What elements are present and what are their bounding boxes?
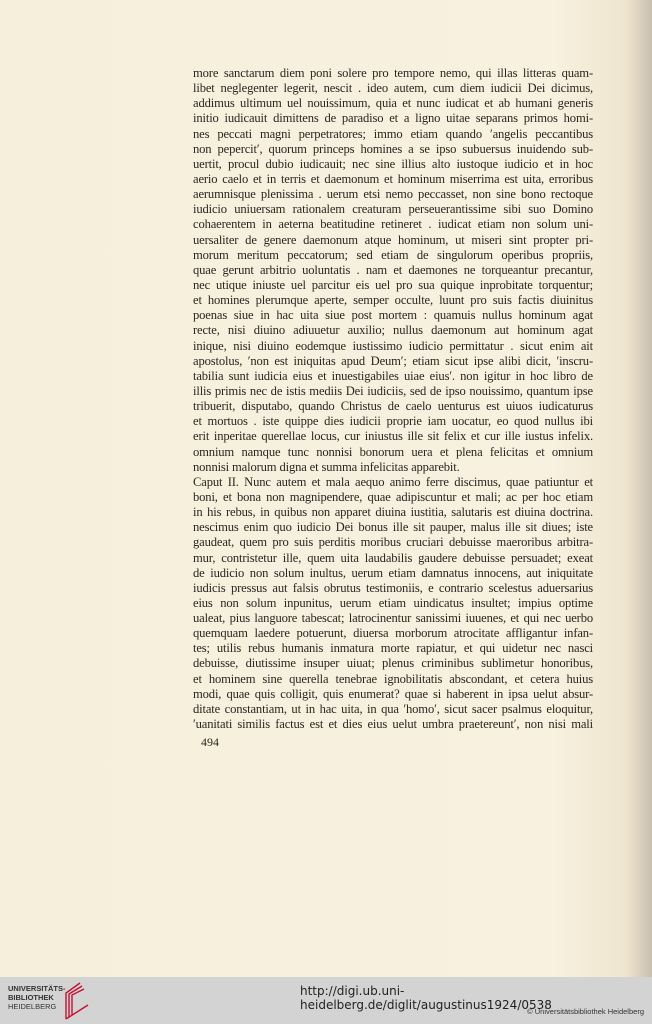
text-line: boni, et bona non magnipendere, quae adipiscuntur et mali; ac per hoc etiam: [193, 489, 593, 504]
text-line: modi, quae quis colligit, quis enumerat? quae si haberent in ipsa uelut absur-: [193, 686, 593, 701]
copyright-notice: © Universitätsbibliothek Heidelberg: [527, 1007, 644, 1016]
text-line: morum meritum peccatorum; sed etiam de singulorum operibus propriis,: [193, 247, 593, 262]
text-line: quae gerunt arbitrio uoluntatis . nam et daemones ne torqueantur precantur,: [193, 262, 593, 277]
text-line: nec utique iniuste uel parcitur eis uel pro sua quique inprobitate torquentur;: [193, 277, 593, 292]
text-line: libet neglegenter legerit, nescit . ideo autem, cum diem iudicii Dei dicimus,: [193, 81, 593, 96]
text-line: inique, nisi diuino eodemque iustissimo iudicio permittatur . sicut enim ait: [193, 338, 593, 353]
text-line: eius non solum inpunitus, uerum etiam uindicatus insultet; impius optime: [193, 595, 593, 610]
text-line: apostolus, ʹnon est iniquitas apud Deumʹ; etiam sicut ipse alibi dicit, ʹinscru-: [193, 353, 593, 368]
text-line: tes; utilis rebus humanis inmatura morte rapiatur, et qui uidetur nec nasci: [193, 641, 593, 656]
text-line: omnium namque tunc nonnisi bonorum uera et plena felicitas et omnium: [193, 444, 593, 459]
text-line: et hominem sine querella tenebrae ignobilitatis abscondant, et cetera huius: [193, 671, 593, 686]
text-line: more sanctarum diem poni solere pro tempore nemo, qui illas litteras quam-: [193, 66, 593, 80]
text-line: ualeat, pius languore tabescat; latrocinentur sanissimi iuuenes, et qui nec uerbo: [193, 611, 593, 626]
page-number: 494: [201, 735, 219, 749]
text-line: iudicis pressus aut falsis obrutus testimoniis, e contrario scelestus aduersarius: [193, 580, 593, 595]
text-line: addimus ultimum uel nouissimum, quia et nunc iudicat et ab humani generis: [193, 96, 593, 111]
library-logo-text: [8, 984, 66, 1011]
logo-line: UNIVERSITÄTS-: [8, 984, 66, 993]
text-line: aerio caelo et in terris et daemonum et hominum miserrima est uita, erroribus: [193, 171, 593, 186]
page-url-link[interactable]: http://digi.ub.uni-heidelberg.de/diglit/augustinus1924/0538: [300, 984, 552, 1012]
text-line: tabilia sunt iudicia eius et inuestigabiles uiae eiusʹ. non igitur in hoc libro de: [193, 368, 593, 383]
text-line: de iudicio non solum inultus, uerum etiam damnatus innocens, aut iniquitate: [193, 565, 593, 580]
text-line: quemquam laedere potuerunt, diuersa morborum atrocitate affligantur infan-: [193, 626, 593, 641]
text-line: ditate constantiam, ut in hac uita, in qua ʹhomoʹ, sicut sacer psalmus eloquitur,: [193, 701, 593, 716]
text-line: Caput II. Nunc autem et mala aequo animo ferre discimus, quae patiuntur et: [193, 474, 593, 489]
text-line: debuisse, diutissime insuper uiuat; plenus criminibus sublimetur honoribus,: [193, 656, 593, 671]
text-line: illis primis nec de istis mediis Dei iudiciis, sed de ipso nouissimo, quantum ipse: [193, 383, 593, 398]
text-line: erit inperitae querellae locus, cur iniustus ille sit felix et cur ille iustus infelix.: [193, 429, 593, 444]
text-line: poenas siue in hac uita siue post mortem : quamuis nullus hominum agat: [193, 308, 593, 323]
logo-line: BIBLIOTHEK: [8, 993, 54, 1002]
text-line: uertit, procul dubio iudicauit; nec sine illius alto iustoque iudicio et in hoc: [193, 156, 593, 171]
logo-line: HEIDELBERG: [8, 1002, 57, 1011]
text-line: tribuerit, disputabo, quando Christus de caelo uenturus est uiuos iudicaturus: [193, 399, 593, 414]
text-line: uersaliter de genere daemonum atque hominum, ut miseri sint propter pri-: [193, 232, 593, 247]
footer: [0, 977, 652, 1024]
text-line: nonnisi malorum digna et summa infelicitas apparebit.: [193, 459, 460, 474]
text-line: et mortuos . iste quippe dies iudicii proprie iam uocatur, eo quod nullus ibi: [193, 414, 593, 429]
text-line: initio iudicauit dimittens de paradiso et a ligno uitae separans primos homi-: [193, 111, 593, 126]
text-line: mur, contristetur ille, quem uita laudabilis gaudere debuisse persuadet; exeat: [193, 550, 593, 565]
text-line: ʹuanitati similis factus est et dies eius uelut umbra praetereuntʹ, non nisi mali: [193, 717, 593, 732]
text-line: gaudeat, quem pro suis perditis moribus cruciari debuisse maeroribus arbitra-: [193, 535, 593, 550]
text-line: recte, nisi diuino adiuuetur auxilio; nullus daemonum aut hominum agat: [193, 323, 593, 338]
text-line: iudicio uniuersam rationalem creaturam perseuerantissime sibi suo Domino: [193, 202, 593, 217]
text-line: nescimus enim quo iudicio Dei bonus ille sit pauper, malus ille sit diues; iste: [193, 520, 593, 535]
body-text: [193, 66, 593, 732]
text-line: non pepercitʹ, quorum princeps homines a se ipso subuersus inuidendo sub-: [193, 141, 593, 156]
text-line: aerumnisque plenissima . uerum etsi nemo peccasset, non sine bono rectoque: [193, 187, 593, 202]
text-line: et homines plerumque aperte, semper occulte, luunt pro suis factis diuinitus: [193, 293, 593, 308]
text-line: cohaerentem in aeterna beatitudine retineret . iudicat etiam non solum uni-: [193, 217, 593, 232]
library-logo-icon: [62, 981, 92, 1021]
text-line: in his rebus, in quibus non apparet diuina iustitia, salutaris est diuina doctrina.: [193, 505, 593, 520]
text-line: nes peccati magni perpetratores; immo etiam quando ʹangelis peccantibus: [193, 126, 593, 141]
